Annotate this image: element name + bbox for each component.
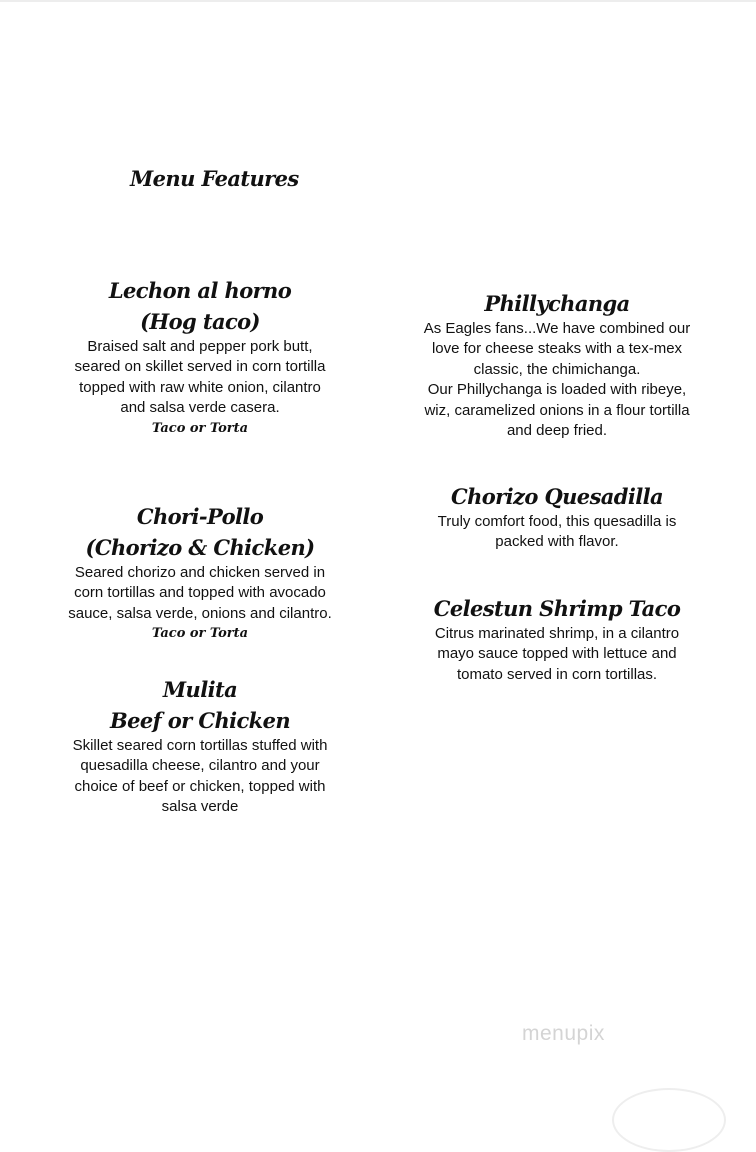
item-name-line: (Hog taco) (140, 309, 260, 334)
description-line: Seared chorizo and chicken served in (74, 564, 326, 581)
item-name (40, 674, 360, 736)
item-name-line: Mulita (162, 677, 238, 702)
item-name (397, 593, 717, 624)
description-line: and salsa verde casera. (120, 399, 280, 417)
description-line: Citrus marinated shrimp, in a cilantro (434, 625, 680, 642)
item-option: Taco or Torta (151, 420, 249, 436)
item-name-line: Chorizo Quesadilla (450, 484, 664, 509)
description-line: wiz, caramelized onions in a flour tortilla (424, 401, 690, 419)
item-description (397, 512, 717, 553)
item-name (397, 288, 717, 319)
item-name (40, 501, 360, 563)
item-name-line: Celestun Shrimp Taco (433, 596, 681, 621)
description-line: packed with flavor. (495, 533, 619, 551)
item-name (40, 275, 360, 337)
item-description (40, 736, 360, 818)
description-line: and deep fried. (506, 422, 608, 440)
item-name-line: Phillychanga (484, 291, 630, 316)
watermark-arc (612, 1088, 726, 1152)
menu-item-celestun-shrimp-taco (397, 593, 717, 685)
menu-item-lechon-al-horno (40, 275, 360, 439)
description-line: Our Phillychanga is loaded with ribeye, (427, 381, 687, 399)
description-line: topped with raw white onion, cilantro (79, 378, 321, 396)
item-name (397, 481, 717, 512)
watermark-logo: menupix (522, 1022, 605, 1045)
description-line: Skillet seared corn tortillas stuffed with (72, 737, 328, 754)
description-line: quesadilla cheese, cilantro and your (80, 757, 320, 775)
description-line: classic, the chimichanga. (473, 360, 641, 378)
item-name-line: Chori-Pollo (136, 504, 264, 529)
description-line: Braised salt and pepper pork butt, (87, 338, 313, 355)
item-name-line: (Chorizo & Chicken) (85, 535, 315, 560)
page-title: Menu Features (130, 166, 299, 191)
description-line: Truly comfort food, this quesadilla is (437, 513, 677, 530)
item-description (40, 563, 360, 624)
item-description (397, 319, 717, 441)
top-border (0, 0, 756, 2)
item-option: Taco or Torta (151, 626, 249, 642)
menu-item-mulita (40, 674, 360, 818)
description-line: sauce, salsa verde, onions and cilantro. (68, 604, 332, 622)
item-description (397, 624, 717, 685)
description-line: choice of beef or chicken, topped with (74, 777, 326, 795)
menu-item-chori-pollo (40, 501, 360, 644)
description-line: mayo sauce topped with lettuce and (437, 645, 677, 663)
description-line: salsa verde (161, 798, 239, 816)
menu-item-chorizo-quesadilla (397, 481, 717, 553)
description-line: love for cheese steaks with a tex-mex (431, 340, 683, 358)
item-name-line: Lechon al horno (108, 278, 292, 303)
menu-item-phillychanga (397, 288, 717, 441)
item-description (40, 337, 360, 419)
description-line: corn tortillas and topped with avocado (74, 584, 326, 602)
item-name-line: Beef or Chicken (109, 708, 291, 733)
description-line: tomato served in corn tortillas. (456, 665, 658, 683)
description-line: seared on skillet served in corn tortilla (74, 358, 326, 376)
description-line: As Eagles fans...We have combined our (423, 320, 691, 337)
